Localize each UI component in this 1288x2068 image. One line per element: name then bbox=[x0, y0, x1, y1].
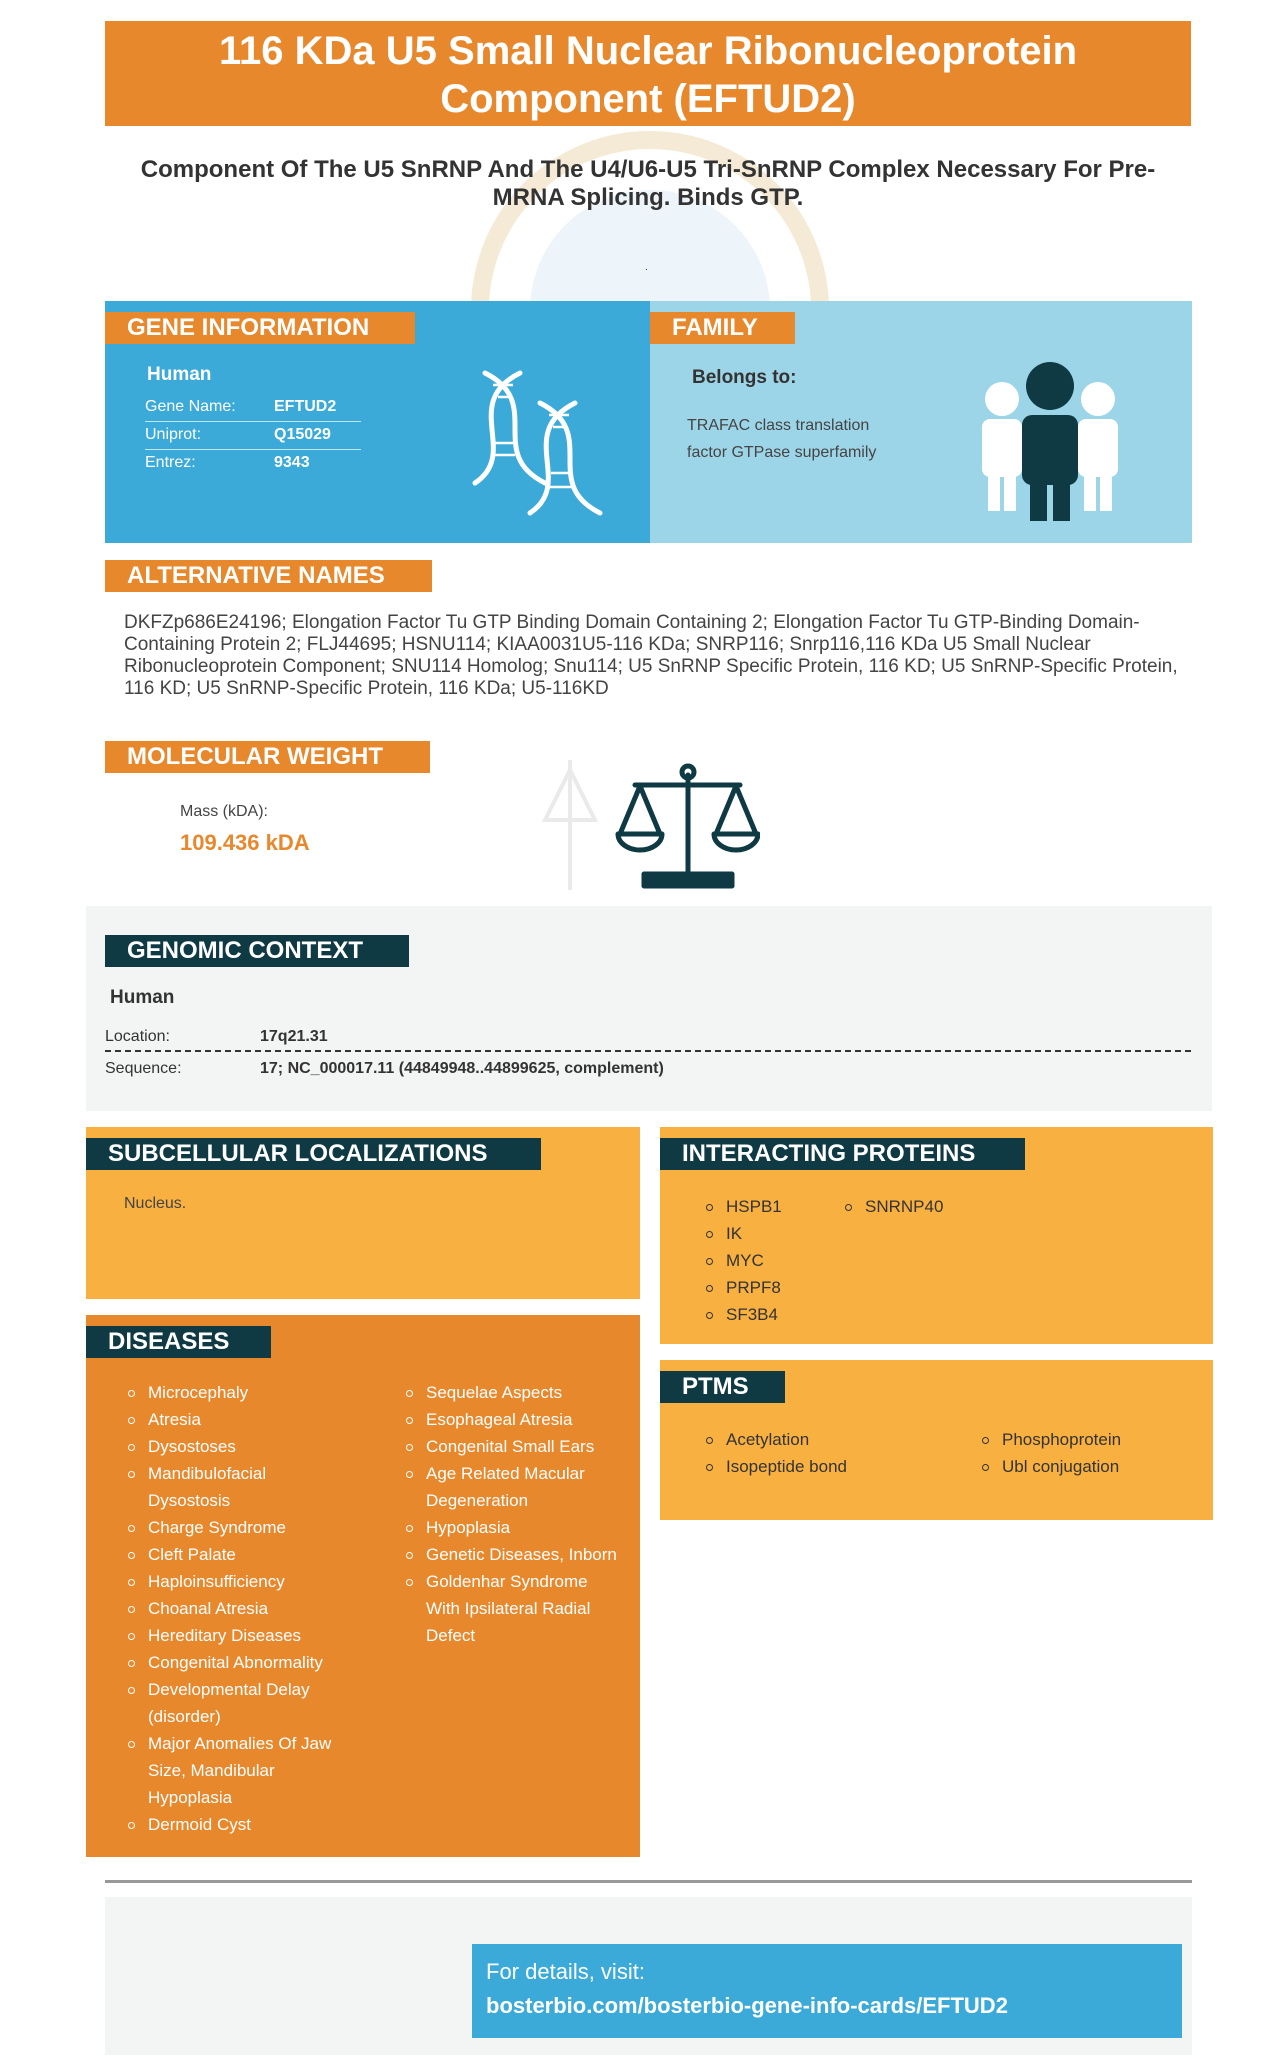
list-item: Microcephaly bbox=[124, 1379, 348, 1406]
list-item: Hereditary Diseases bbox=[124, 1622, 348, 1649]
sequence-row bbox=[105, 1056, 1191, 1086]
details-link-box[interactable] bbox=[472, 1944, 1182, 2038]
scale-icon bbox=[540, 750, 760, 900]
ptms-col1 bbox=[702, 1426, 847, 1480]
dot-marker: . bbox=[645, 262, 648, 273]
sequence-value: 17; NC_000017.11 (44849948..44899625, complement) bbox=[260, 1060, 664, 1077]
list-item: Developmental Delay (disorder) bbox=[124, 1676, 348, 1730]
interacting-proteins-heading: INTERACTING PROTEINS bbox=[660, 1138, 1025, 1170]
subcellular-heading: SUBCELLULAR LOCALIZATIONS bbox=[86, 1138, 541, 1170]
list-item: IK bbox=[702, 1220, 782, 1247]
mass-value: 109.436 kDA bbox=[180, 830, 310, 855]
gene-species: Human bbox=[147, 364, 212, 385]
page-title: 116 KDa U5 Small Nuclear Ribonucleoprotein Component (EFTUD2) bbox=[105, 21, 1191, 126]
list-item: Major Anomalies Of Jaw Size, Mandibular Hypoplasia bbox=[124, 1730, 348, 1811]
diseases-col1 bbox=[124, 1379, 348, 1838]
location-value: 17q21.31 bbox=[260, 1028, 328, 1045]
family-line-1: TRAFAC class translation bbox=[687, 417, 870, 434]
list-item: Sequelae Aspects bbox=[402, 1379, 626, 1406]
list-item: Dysostoses bbox=[124, 1433, 348, 1460]
footer-divider bbox=[105, 1880, 1192, 1883]
list-item: Choanal Atresia bbox=[124, 1595, 348, 1622]
list-item: SF3B4 bbox=[702, 1301, 782, 1328]
entrez-value: 9343 bbox=[274, 454, 310, 471]
ptms-heading: PTMS bbox=[660, 1371, 785, 1403]
molecular-weight-heading: MOLECULAR WEIGHT bbox=[105, 741, 430, 773]
sequence-label: Sequence: bbox=[105, 1060, 182, 1077]
list-item: Age Related Macular Degeneration bbox=[402, 1460, 626, 1514]
gene-name-row bbox=[145, 393, 361, 422]
location-row bbox=[105, 1022, 1191, 1052]
details-url-link[interactable]: bosterbio.com/bosterbio-gene-info-cards/EFTUD2 bbox=[486, 1993, 1008, 2018]
mass-label: Mass (kDA): bbox=[180, 803, 268, 820]
gene-information-heading: GENE INFORMATION bbox=[105, 312, 415, 344]
details-label: For details, visit: bbox=[486, 1959, 645, 1984]
location-label: Location: bbox=[105, 1028, 170, 1045]
background-logo bbox=[320, 120, 980, 320]
list-item: Phosphoprotein bbox=[978, 1426, 1121, 1453]
uniprot-row bbox=[145, 421, 361, 450]
family-line-2: factor GTPase superfamily bbox=[687, 444, 877, 461]
list-item: Haploinsufficiency bbox=[124, 1568, 348, 1595]
list-item: Hypoplasia bbox=[402, 1514, 626, 1541]
page-subtitle: Component Of The U5 SnRNP And The U4/U6-U5 Tri-SnRNP Complex Necessary For Pre-MRNA Splicing. Binds GTP. bbox=[140, 156, 1156, 211]
list-item: Dermoid Cyst bbox=[124, 1811, 348, 1838]
ptms-col2 bbox=[978, 1426, 1121, 1480]
list-item: Mandibulofacial Dysostosis bbox=[124, 1460, 348, 1514]
list-item: PRPF8 bbox=[702, 1274, 782, 1301]
list-item: SNRNP40 bbox=[841, 1193, 943, 1220]
belongs-to-label: Belongs to: bbox=[692, 367, 797, 388]
ptms-panel bbox=[660, 1360, 1213, 1520]
alternative-names-heading: ALTERNATIVE NAMES bbox=[105, 560, 432, 592]
list-item: Cleft Palate bbox=[124, 1541, 348, 1568]
alternative-names-text: DKFZp686E24196; Elongation Factor Tu GTP Binding Domain Containing 2; Elongation Factor Tu GTP-Binding Domain-Containing Protein 2; FLJ44695; HSNU114; KIAA0031U5-116 KDa; SNRP116; Snrp116,116 KDa U5 Small Nuclear Ribonucleoprotein Component; SNU114 Homolog; Snu114; U5 SnRNP Specific Protein, 116 KD; U5 SnRNP-Specific Protein, 116 KD; U5 SnRNP-Specific Protein, 116 KDa; U5-116KD bbox=[124, 612, 1178, 699]
subcellular-text: Nucleus. bbox=[124, 1195, 187, 1212]
gene-name-value: EFTUD2 bbox=[274, 398, 337, 415]
list-item: Genetic Diseases, Inborn bbox=[402, 1541, 626, 1568]
interacting-proteins-panel bbox=[660, 1127, 1213, 1344]
genomic-context-heading: GENOMIC CONTEXT bbox=[105, 935, 409, 967]
family-panel bbox=[650, 301, 1192, 543]
subcellular-localizations-panel bbox=[86, 1127, 640, 1299]
list-item: Esophageal Atresia bbox=[402, 1406, 626, 1433]
list-item: Isopeptide bond bbox=[702, 1453, 847, 1480]
list-item: Goldenhar Syndrome With Ipsilateral Radial Defect bbox=[402, 1568, 626, 1649]
gene-name-label: Gene Name: bbox=[145, 398, 236, 415]
entrez-label: Entrez: bbox=[145, 454, 196, 471]
genomic-context-panel bbox=[86, 906, 1212, 1111]
diseases-col2 bbox=[402, 1379, 626, 1649]
list-item: Congenital Small Ears bbox=[402, 1433, 626, 1460]
diseases-panel bbox=[86, 1315, 640, 1857]
gene-information-panel bbox=[105, 301, 650, 543]
list-item: Congenital Abnormality bbox=[124, 1649, 348, 1676]
interacting-proteins-col2 bbox=[841, 1193, 943, 1220]
interacting-proteins-col1 bbox=[702, 1193, 782, 1328]
list-item: HSPB1 bbox=[702, 1193, 782, 1220]
list-item: Ubl conjugation bbox=[978, 1453, 1121, 1480]
list-item: Acetylation bbox=[702, 1426, 847, 1453]
genomic-species: Human bbox=[110, 987, 175, 1008]
uniprot-value: Q15029 bbox=[274, 426, 331, 443]
family-heading: FAMILY bbox=[650, 312, 795, 344]
diseases-heading: DISEASES bbox=[86, 1326, 271, 1358]
dna-icon bbox=[465, 363, 625, 528]
uniprot-label: Uniprot: bbox=[145, 426, 202, 443]
list-item: Atresia bbox=[124, 1406, 348, 1433]
list-item: Charge Syndrome bbox=[124, 1514, 348, 1541]
list-item: MYC bbox=[702, 1247, 782, 1274]
people-group-icon bbox=[970, 361, 1130, 521]
entrez-row bbox=[145, 449, 361, 477]
